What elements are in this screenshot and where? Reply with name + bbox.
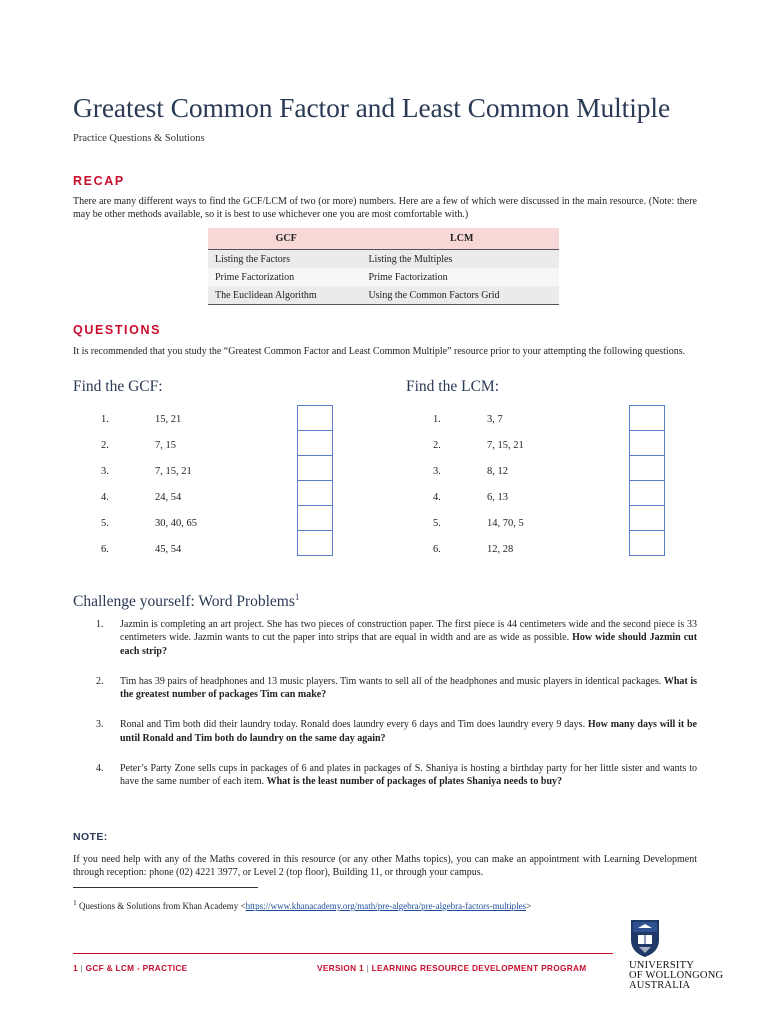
list-item — [96, 718, 697, 745]
list-item — [433, 433, 623, 459]
question-value: 30, 40, 65 — [155, 518, 197, 529]
question-number: 4. — [101, 492, 109, 503]
question-number: 6. — [433, 544, 441, 555]
table-cell: Listing the Factors — [208, 250, 364, 269]
footnote-text: Questions & Solutions from Khan Academy < — [79, 901, 246, 911]
problem-text: Jazmin is completing an art project. She has two pieces of construction paper. The first piece is 44 centimeters wide and the second piece is 33 centimeters wide. Jazmin wants to cut the paper into strips that are equal in width and are as wide as possible. — [120, 619, 697, 644]
footer-divider — [73, 953, 613, 954]
answer-box[interactable] — [298, 531, 333, 556]
gcf-heading: Find the GCF: — [73, 378, 163, 395]
answer-box[interactable] — [298, 481, 333, 506]
table-row — [208, 250, 559, 269]
list-item — [101, 537, 291, 563]
word-problem-list — [96, 618, 697, 806]
university-wordmark — [629, 961, 723, 991]
gcf-question-list — [101, 407, 291, 563]
question-number: 1. — [433, 414, 441, 425]
question-number: 3. — [101, 466, 109, 477]
questions-paragraph: It is recommended that you study the “Greatest Common Factor and Least Common Multiple” resource prior to your attempting the following questions. — [73, 346, 686, 357]
challenge-heading — [73, 592, 299, 611]
question-number: 3. — [433, 466, 441, 477]
footnote-link[interactable]: https://www.khanacademy.org/math/pre-algebra/pre-algebra-factors-multiples — [245, 901, 527, 911]
problem-text: Tim has 39 pairs of headphones and 13 music players. Tim wants to sell all of the headphones and music players in identical packages. — [120, 675, 662, 687]
question-number: 1. — [101, 414, 109, 425]
question-number: 5. — [433, 518, 441, 529]
footer-program: LEARNING RESOURCE DEVELOPMENT PROGRAM — [371, 963, 587, 973]
list-item — [101, 433, 291, 459]
footnote-reference: 1 — [294, 592, 300, 602]
answer-box[interactable] — [630, 456, 665, 481]
table-cell: The Euclidean Algorithm — [208, 286, 364, 305]
question-value: 7, 15 — [155, 440, 176, 451]
question-number: 5. — [101, 518, 109, 529]
list-item — [433, 537, 623, 563]
list-item — [433, 511, 623, 537]
university-line: OF WOLLONGONG — [629, 970, 724, 981]
table-cell: Prime Factorization — [364, 268, 559, 286]
answer-box[interactable] — [630, 506, 665, 531]
university-line: UNIVERSITY — [629, 960, 694, 971]
methods-table — [208, 228, 559, 305]
list-item — [101, 407, 291, 433]
footer-right: VERSION 1 | LEARNING RESOURCE DEVELOPMENT PROGRAM — [317, 963, 587, 973]
university-line: AUSTRALIA — [629, 980, 691, 991]
table-row — [208, 286, 559, 305]
question-number: 4. — [433, 492, 441, 503]
footer-version: VERSION 1 — [317, 963, 364, 973]
list-item — [433, 407, 623, 433]
answer-box[interactable] — [298, 406, 333, 431]
footnote — [73, 898, 531, 911]
list-item — [101, 485, 291, 511]
question-value: 3, 7 — [487, 414, 503, 425]
questions-heading: QUESTIONS — [73, 323, 162, 337]
answer-box[interactable] — [630, 406, 665, 431]
answer-box[interactable] — [630, 431, 665, 456]
problem-number: 4. — [96, 763, 104, 775]
table-header-lcm: LCM — [364, 228, 559, 250]
answer-box[interactable] — [298, 431, 333, 456]
list-item — [96, 675, 697, 702]
note-paragraph: If you need help with any of the Maths covered in this resource (or any other Maths topics), you can make an appointment with Learning Development through reception: phone (02) 4221 3977, or Level 2 (top floor), Building 11, or through your campus. — [73, 854, 697, 878]
list-item — [96, 762, 697, 789]
footnote-mark: 1 — [73, 898, 77, 907]
problem-number: 2. — [96, 675, 104, 687]
question-value: 8, 12 — [487, 466, 508, 477]
question-value: 45, 54 — [155, 544, 182, 555]
question-value: 7, 15, 21 — [487, 440, 524, 451]
question-number: 2. — [433, 440, 441, 451]
problem-text: Peter’s Party Zone sells cups in packages of 6 and plates in packages of S. Shaniya is hosting a birthday party for her little sister and wants to have the same number of each item. — [120, 763, 697, 788]
table-row — [208, 268, 559, 286]
list-item — [433, 485, 623, 511]
answer-box[interactable] — [630, 481, 665, 506]
challenge-heading-text: Challenge yourself: Word Problems — [73, 593, 295, 611]
question-value: 24, 54 — [155, 492, 182, 503]
question-value: 15, 21 — [155, 414, 182, 425]
list-item — [101, 459, 291, 485]
table-header-gcf: GCF — [208, 228, 364, 250]
problem-number: 3. — [96, 719, 104, 731]
recap-paragraph: There are many different ways to find the GCF/LCM of two (or more) numbers. Here are a few of which were discussed in the main resource. (Note: there may be other methods available, so it is best to use whichever one you are most comfortable with.) — [73, 196, 697, 220]
recap-heading: RECAP — [73, 174, 125, 188]
table-cell: Listing the Multiples — [364, 250, 559, 269]
question-number: 6. — [101, 544, 109, 555]
table-cell: Using the Common Factors Grid — [364, 286, 559, 305]
footer-doc-name: GCF & LCM - PRACTICE — [85, 963, 188, 973]
problem-question: What is the greatest number of packages Tim can make? — [120, 675, 698, 701]
problem-question: How wide should Jazmin cut each strip? — [120, 632, 698, 657]
page-title: Greatest Common Factor and Least Common Multiple — [73, 92, 671, 123]
question-value: 7, 15, 21 — [155, 466, 192, 477]
table-cell: Prime Factorization — [208, 268, 364, 286]
answer-box[interactable] — [298, 456, 333, 481]
problem-question: How many days will it be until Ronald and Tim both do laundry on the same day again? — [120, 719, 697, 744]
list-item — [433, 459, 623, 485]
answer-box[interactable] — [298, 506, 333, 531]
list-item — [101, 511, 291, 537]
problem-text: Ronal and Tim both did their laundry today. Ronald does laundry every 6 days and Tim does laundry every 9 days. — [120, 719, 586, 731]
note-heading: NOTE: — [73, 831, 108, 843]
page-number: 1 — [73, 963, 78, 973]
gcf-answer-boxes — [297, 405, 333, 556]
question-value: 6, 13 — [487, 492, 508, 503]
footer-left: 1 | GCF & LCM - PRACTICE — [73, 963, 188, 973]
answer-box[interactable] — [630, 531, 665, 556]
lcm-answer-boxes — [629, 405, 665, 556]
question-number: 2. — [101, 440, 109, 451]
footnote-divider — [73, 887, 258, 888]
problem-number: 1. — [96, 619, 104, 630]
lcm-question-list — [433, 407, 623, 563]
lcm-heading: Find the LCM: — [406, 378, 500, 395]
question-value: 14, 70, 5 — [487, 518, 524, 529]
list-item — [96, 618, 697, 658]
footnote-close: > — [526, 901, 532, 911]
problem-question: What is the least number of packages of plates Shaniya needs to buy? — [266, 776, 563, 788]
university-crest-icon — [629, 918, 661, 958]
page-subtitle: Practice Questions & Solutions — [73, 133, 205, 144]
question-value: 12, 28 — [487, 544, 514, 555]
